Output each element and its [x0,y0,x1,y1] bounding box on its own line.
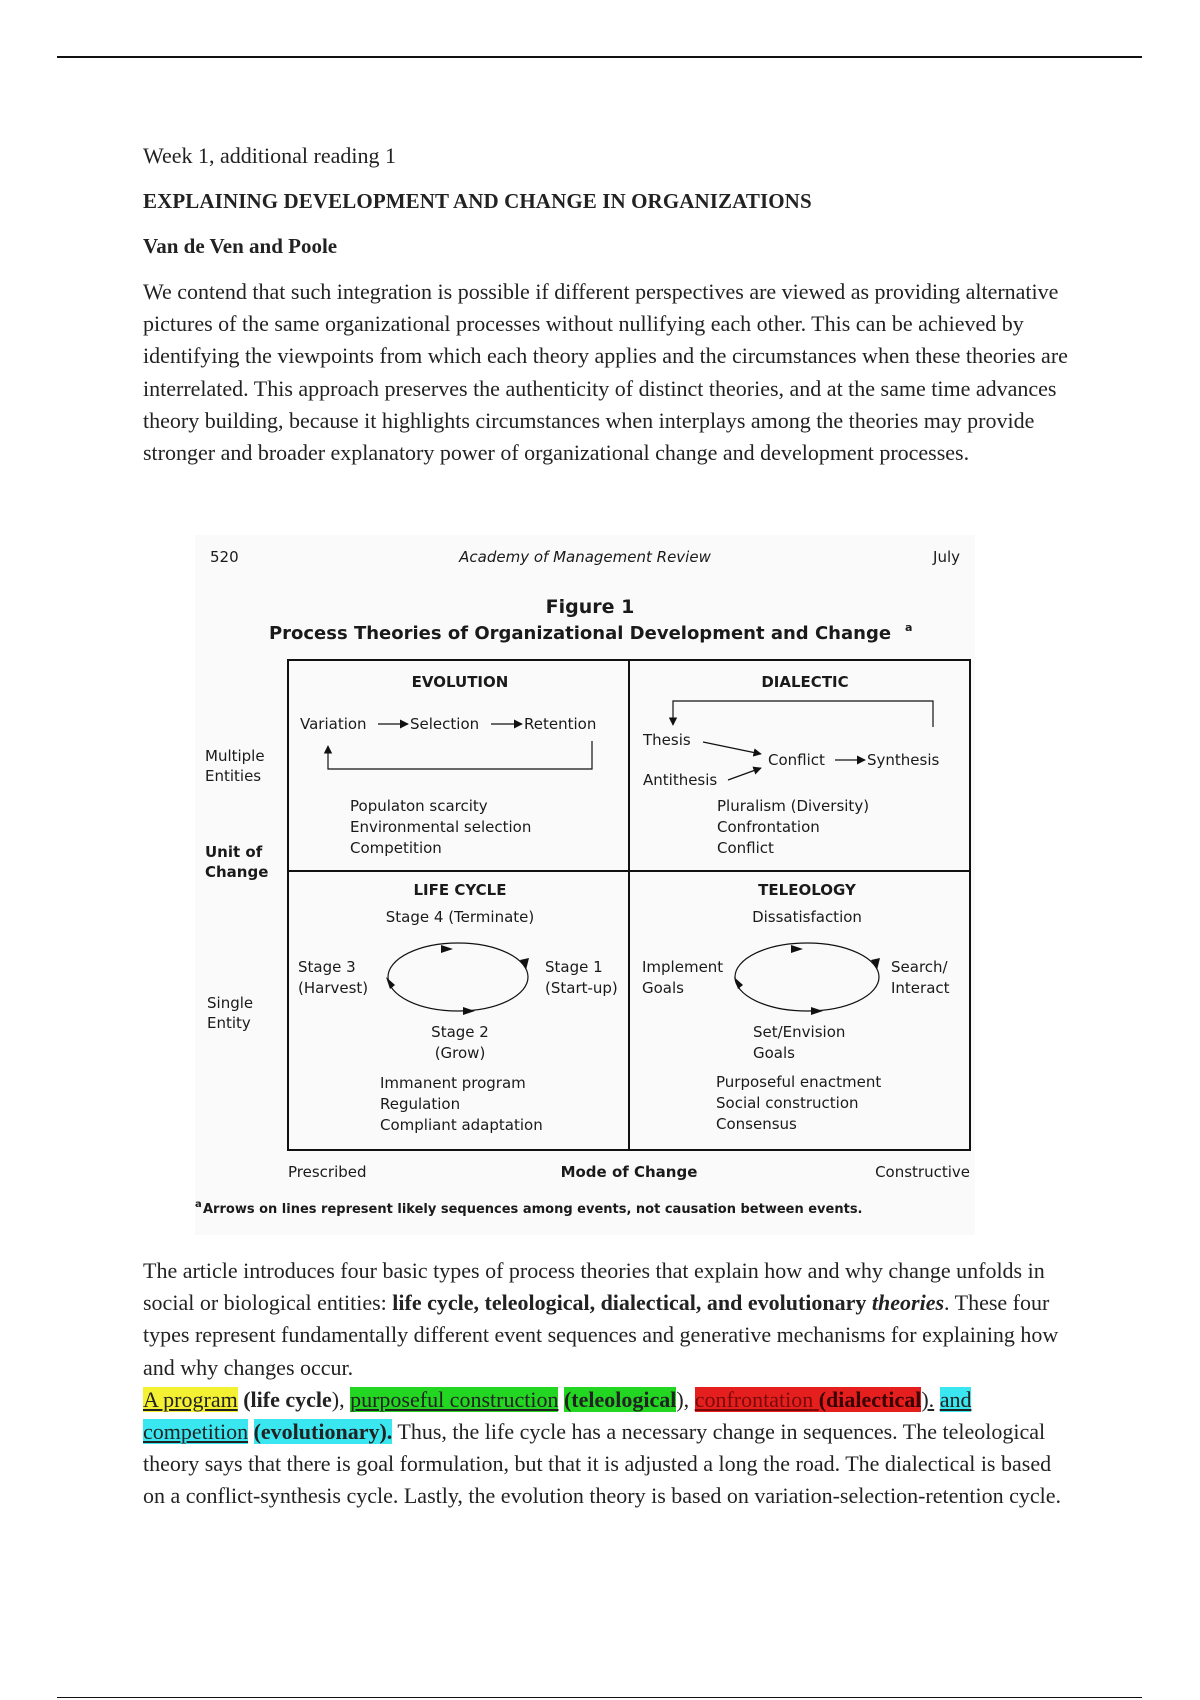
evolution-feature-2: Environmental selection [350,818,532,836]
teleology-arrow-right [871,958,880,970]
evolution-step-retention: Retention [524,715,597,733]
life-cycle-loop [388,943,528,1011]
figure-footnote: Arrows on lines represent likely sequences among events, not causation between events. [203,1202,863,1217]
teleology-right-b: Interact [891,979,950,997]
life-cycle-stage1-b: (Start-up) [545,979,618,997]
teleology-title: TELEOLOGY [758,881,856,899]
dialectic-conflict: Conflict [768,751,825,769]
highlight-a-program: A program [143,1386,238,1412]
row-label-single: Single [207,994,254,1012]
intro-paragraph: We contend that such integration is possible if different perspectives are viewed as providing alternative pictures of the same organizational processes without nullifying each other. This can be achieved by identifying the viewpoints from which each theory applies and the circumstances when these theories are interrelated. This approach preserves the authenticity of distinct theories, and at the same time advances theory building, because it highlights circumstances when interplays among the theories may provide stronger and broader explanatory power of organizational change and development processes. [143,279,1068,466]
teleology-feature-2: Social construction [716,1094,859,1112]
authors: Van de Ven and Poole [143,234,338,258]
highlight-confrontation: confrontation [694,1386,814,1412]
teleology-bottom-b: Goals [753,1044,795,1062]
summary-bold-types: life cycle, teleological, dialectical, and evolutionary [392,1290,867,1316]
top-rule [57,56,1142,58]
teleology-feature-1: Purposeful enactment [716,1073,882,1091]
life-cycle-stage2-a: Stage 2 [431,1023,489,1041]
teleology-loop [735,943,879,1011]
evolution-step-selection: Selection [410,715,480,733]
teleology-left-b: Goals [642,979,684,997]
dialectic-feedback-arrow [673,701,933,727]
highlight-purposeful-construction: purposeful construction [350,1386,559,1412]
page-number: 520 [210,548,239,566]
row-label-multiple: Multiple [205,747,265,765]
footnote-mark: a [195,1199,202,1210]
separator-2: ), [676,1386,695,1412]
dialectic-thesis: Thesis [643,731,691,749]
life-cycle-arrow-right [520,958,529,970]
dialectic-feature-2: Confrontation [717,818,820,836]
document-body [143,140,1068,469]
life-cycle-stage1-a: Stage 1 [545,958,603,976]
dialectic-feature-3: Conflict [717,839,774,857]
dialectic-thesis-arrow [703,742,761,754]
label-evolutionary: (evolutionary). [253,1419,393,1445]
document-title: EXPLAINING DEVELOPMENT AND CHANGE IN ORGANIZATIONS [143,189,812,213]
figure-title: Process Theories of Organizational Development and Change [268,623,892,644]
dialectic-antithesis-arrow [728,768,761,780]
teleology-top: Dissatisfaction [752,908,862,926]
axis-label-unit-of: Unit of [205,843,263,861]
highlight-competition: competition [143,1419,249,1445]
teleology-arrow-bottom [811,1007,823,1015]
life-cycle-stage2-b: (Grow) [434,1044,486,1062]
figure-svg [195,535,975,1235]
separator-1: ), [331,1386,351,1412]
life-cycle-stage3-a: Stage 3 [298,958,356,976]
summary-bold-italic-theories: theories [871,1290,945,1316]
life-cycle-feature-2: Regulation [380,1095,461,1113]
axis-label-change: Change [205,863,269,881]
evolution-feature-3: Competition [350,839,442,857]
dialectic-synthesis: Synthesis [867,751,940,769]
label-teleological: (teleological [563,1386,677,1412]
teleology-bottom-a: Set/Envision [753,1023,846,1041]
row-label-entity: Entity [207,1014,251,1032]
week-label: Week 1, additional reading 1 [143,143,396,168]
evolution-step-variation: Variation [300,715,367,733]
teleology-arrow-left [734,977,743,989]
axis-constructive: Constructive [875,1163,970,1181]
evolution-title: EVOLUTION [411,673,509,691]
bottom-rule [57,1697,1142,1698]
life-cycle-arrow-bottom [463,1007,475,1015]
dialectic-feature-1: Pluralism (Diversity) [717,797,870,815]
life-cycle-arrow-left [386,977,395,989]
life-cycle-title: LIFE CYCLE [413,881,507,899]
figure-title-footnote-mark: a [905,621,913,634]
summary-text-rest: Thus, the life cycle has a necessary change in sequences. The teleological theory says that there is goal formulation, but that it is adjusted a long the road. The dialectical is based on a conflict-synthesis cycle. Lastly, the evolution theory is based on variation-selection-retention cycle. [143,1419,1062,1509]
journal-name: Academy of Management Review [459,548,711,566]
life-cycle-feature-3: Compliant adaptation [380,1116,543,1134]
figure-label: Figure 1 [545,596,635,618]
teleology-left-a: Implement [642,958,724,976]
life-cycle-arrow-top [441,945,453,953]
dialectic-title: DIALECTIC [761,673,849,691]
axis-mode-of-change: Mode of Change [560,1163,698,1181]
teleology-feature-3: Consensus [716,1115,797,1133]
highlight-and: and [939,1386,972,1412]
axis-prescribed: Prescribed [288,1163,367,1181]
label-life-cycle: (life cycle [243,1386,332,1412]
summary-text-2: . These four types represent fundamentally different event sequences and generative mechanisms for explaining how and why changes occur. [143,1290,1059,1380]
issue-month: July [933,548,960,566]
life-cycle-stage3-b: (Harvest) [298,979,369,997]
summary-text-1: The article introduces four basic types of process theories that explain how and why change unfolds in social or biological entities: [143,1258,1045,1316]
summary-paragraph [143,1255,1068,1513]
row-label-entities: Entities [205,767,262,785]
figure-process-theories [195,535,975,1235]
label-dialectical: (dialectical [818,1386,922,1412]
life-cycle-feature-1: Immanent program [380,1074,526,1092]
separator-3: ). [921,1386,935,1412]
teleology-arrow-top [791,945,803,953]
dialectic-antithesis: Antithesis [643,771,718,789]
life-cycle-stage4: Stage 4 (Terminate) [385,908,535,926]
teleology-right-a: Search/ [891,958,948,976]
evolution-feedback-arrow [328,741,592,769]
evolution-feature-1: Populaton scarcity [350,797,488,815]
